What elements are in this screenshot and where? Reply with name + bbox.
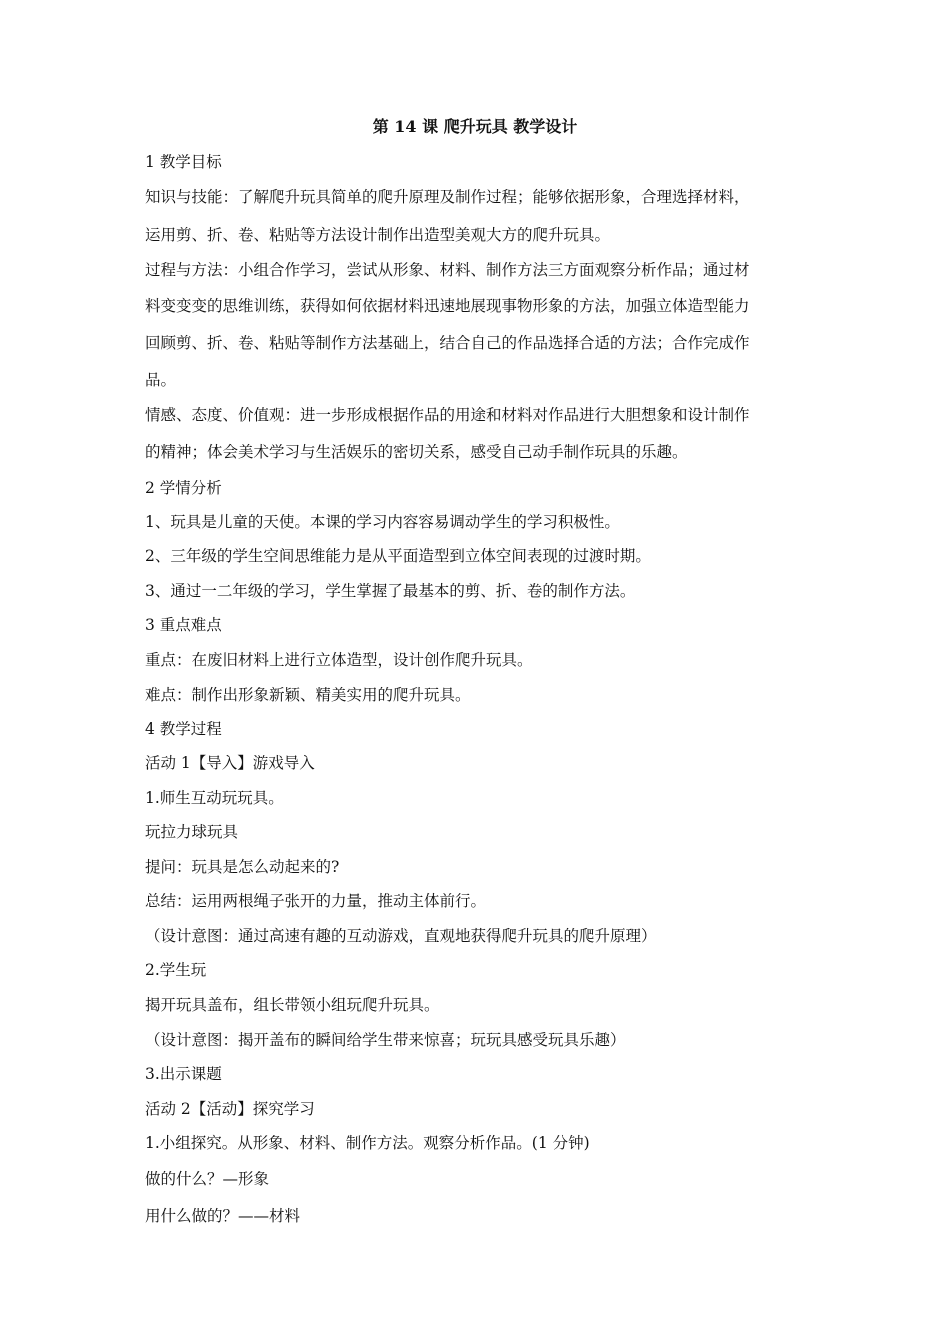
section-heading-analysis: 2 学情分析 [145, 479, 222, 497]
paragraph-line: 知识与技能：了解爬升玩具简单的爬升原理及制作过程；能够依据形象，合理选择材料， [145, 188, 750, 206]
paragraph-line: 总结：运用两根绳子张开的力量，推动主体前行。 [145, 892, 487, 910]
design-intent-note: （设计意图：揭开盖布的瞬间给学生带来惊喜；玩玩具感受玩具乐趣） [145, 1031, 626, 1049]
paragraph-line: 3.出示课题 [145, 1065, 222, 1083]
section-heading-objectives: 1 教学目标 [145, 153, 222, 171]
paragraph-line: 料变变变的思维训练，获得如何依据材料迅速地展现事物形象的方法，加强立体造型能力 [145, 297, 750, 315]
list-item: 1、玩具是儿童的天使。本课的学习内容容易调动学生的学习积极性。 [145, 513, 620, 531]
paragraph-line: 用什么做的？——材料 [145, 1207, 301, 1225]
paragraph-line: 难点：制作出形象新颖、精美实用的爬升玩具。 [145, 686, 471, 704]
paragraph-line: 做的什么？—形象 [145, 1170, 270, 1188]
design-intent-note: （设计意图：通过高速有趣的互动游戏，直观地获得爬升玩具的爬升原理） [145, 927, 657, 945]
activity-heading: 活动 2【活动】探究学习 [145, 1100, 315, 1118]
paragraph-line: 的精神；体会美术学习与生活娱乐的密切关系，感受自己动手制作玩具的乐趣。 [145, 443, 688, 461]
list-item: 2、三年级的学生空间思维能力是从平面造型到立体空间表现的过渡时期。 [145, 547, 651, 565]
list-item: 3、通过一二年级的学习，学生掌握了最基本的剪、折、卷的制作方法。 [145, 582, 636, 600]
paragraph-line: 运用剪、折、卷、粘贴等方法设计制作出造型美观大方的爬升玩具。 [145, 226, 611, 244]
paragraph-line: 揭开玩具盖布，组长带领小组玩爬升玩具。 [145, 996, 440, 1014]
activity-heading: 活动 1【导入】游戏导入 [145, 754, 315, 772]
paragraph-line: 品。 [145, 371, 177, 389]
paragraph-line: 提问：玩具是怎么动起来的? [145, 858, 340, 876]
paragraph-line: 情感、态度、价值观：进一步形成根据作品的用途和材料对作品进行大胆想象和设计制作 [145, 406, 750, 424]
paragraph-line: 1.小组探究。从形象、材料、制作方法。观察分析作品。(1 分钟) [145, 1134, 590, 1152]
paragraph-line: 玩拉力球玩具 [145, 823, 239, 841]
paragraph-line: 过程与方法：小组合作学习，尝试从形象、材料、制作方法三方面观察分析作品；通过材 [145, 261, 750, 279]
paragraph-line: 2.学生玩 [145, 961, 207, 979]
page-title: 第 14 课 爬升玩具 教学设计 [372, 117, 578, 136]
paragraph-line: 回顾剪、折、卷、粘贴等制作方法基础上，结合自己的作品选择合适的方法；合作完成作 [145, 334, 750, 352]
section-heading-key-points: 3 重点难点 [145, 616, 222, 634]
paragraph-line: 重点：在废旧材料上进行立体造型，设计创作爬升玩具。 [145, 651, 533, 669]
paragraph-line: 1.师生互动玩玩具。 [145, 789, 284, 807]
section-heading-process: 4 教学过程 [145, 720, 222, 738]
